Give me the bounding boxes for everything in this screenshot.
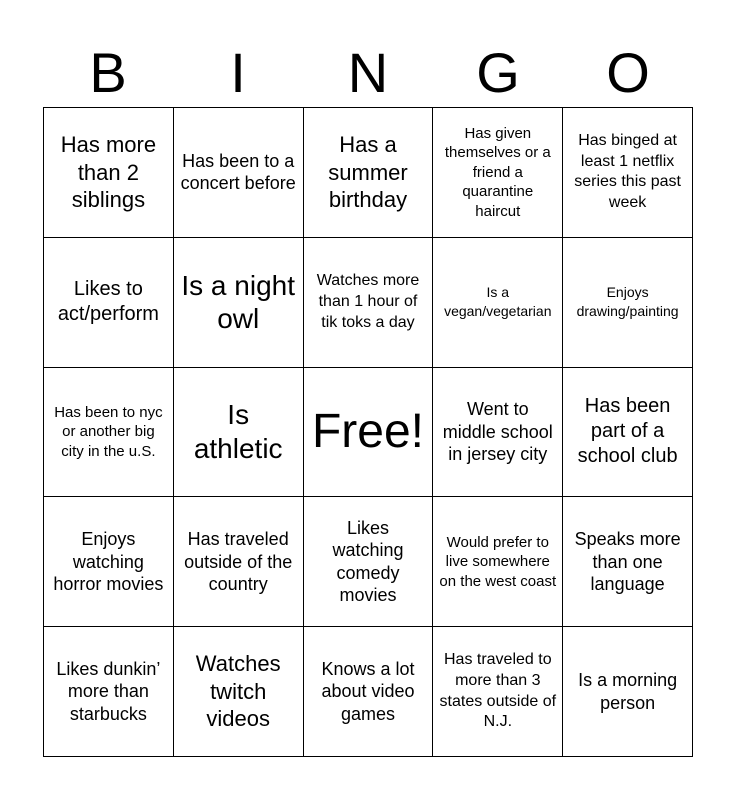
bingo-cell-text: Watches more than 1 hour of tik toks a day (316, 272, 420, 331)
header-letter-n: N (347, 41, 389, 104)
header-letter-b: B (89, 41, 127, 104)
bingo-cell-text: Has binged at least 1 netflix series this past week (574, 131, 681, 212)
bingo-cell-r5c4[interactable] (433, 627, 563, 757)
bingo-cell-text: Likes to act/perform (57, 278, 159, 326)
bingo-cell-text: Enjoys watching horror movies (53, 529, 164, 595)
bingo-cell-r1c1[interactable] (44, 108, 174, 238)
bingo-cell-r2c5[interactable] (563, 238, 693, 368)
bingo-cell-r1c5[interactable] (563, 108, 693, 238)
bingo-cell-text: Has traveled to more than 3 states outside of N.J. (439, 651, 557, 731)
bingo-cell-text: Would prefer to live somewhere on the west coast (439, 533, 557, 590)
bingo-cell-text: Has been to a concert before (180, 150, 296, 194)
bingo-cell-r4c4[interactable] (433, 497, 563, 627)
bingo-cell-text: Enjoys drawing/painting (576, 284, 679, 320)
bingo-cell-text: Watches twitch videos (195, 651, 281, 732)
bingo-cell-text: Knows a lot about video games (321, 658, 415, 724)
bingo-cell-r5c2[interactable] (174, 627, 304, 757)
bingo-card-grid (43, 107, 693, 757)
bingo-cell-text: Has more than 2 siblings (60, 132, 157, 213)
bingo-cell-text: Has traveled outside of the country (184, 529, 293, 595)
bingo-cell-free[interactable] (304, 368, 434, 498)
bingo-cell-r1c4[interactable] (433, 108, 563, 238)
bingo-cell-r1c2[interactable] (174, 108, 304, 238)
bingo-cell-r4c1[interactable] (44, 497, 174, 627)
bingo-cell-text: Has given themselves or a friend a quarantine haircut (444, 124, 551, 220)
bingo-header (43, 40, 693, 106)
bingo-cell-text: Likes watching comedy movies (332, 517, 404, 606)
bingo-cell-r4c3[interactable] (304, 497, 434, 627)
bingo-cell-text: Went to middle school in jersey city (442, 399, 553, 465)
bingo-cell-text: Has been to nyc or another big city in the u.S. (54, 403, 163, 460)
bingo-cell-text: Is athletic (193, 399, 283, 464)
bingo-cell-r1c3[interactable] (304, 108, 434, 238)
free-space-label: Free! (311, 404, 424, 458)
bingo-cell-r2c2[interactable] (174, 238, 304, 368)
bingo-cell-r2c1[interactable] (44, 238, 174, 368)
bingo-cell-r4c5[interactable] (563, 497, 693, 627)
bingo-cell-r5c1[interactable] (44, 627, 174, 757)
bingo-cell-text: Has a summer birthday (328, 132, 408, 213)
bingo-cell-r2c4[interactable] (433, 238, 563, 368)
header-letter-g: G (476, 41, 520, 104)
bingo-cell-r5c3[interactable] (304, 627, 434, 757)
bingo-cell-r3c2[interactable] (174, 368, 304, 498)
bingo-cell-text: Is a vegan/vegetarian (444, 284, 552, 320)
header-letter-o: O (606, 41, 650, 104)
bingo-cell-text: Likes dunkin’ more than starbucks (56, 658, 161, 724)
bingo-cell-r4c2[interactable] (174, 497, 304, 627)
bingo-cell-r3c5[interactable] (563, 368, 693, 498)
bingo-cell-r2c3[interactable] (304, 238, 434, 368)
bingo-cell-r5c5[interactable] (563, 627, 693, 757)
bingo-cell-text: Speaks more than one language (574, 529, 681, 595)
bingo-cell-text: Is a morning person (578, 670, 678, 713)
bingo-cell-text: Is a night owl (181, 269, 296, 335)
bingo-cell-text: Has been part of a school club (577, 395, 678, 468)
bingo-cell-r3c4[interactable] (433, 368, 563, 498)
header-letter-i: I (230, 41, 246, 104)
bingo-cell-r3c1[interactable] (44, 368, 174, 498)
